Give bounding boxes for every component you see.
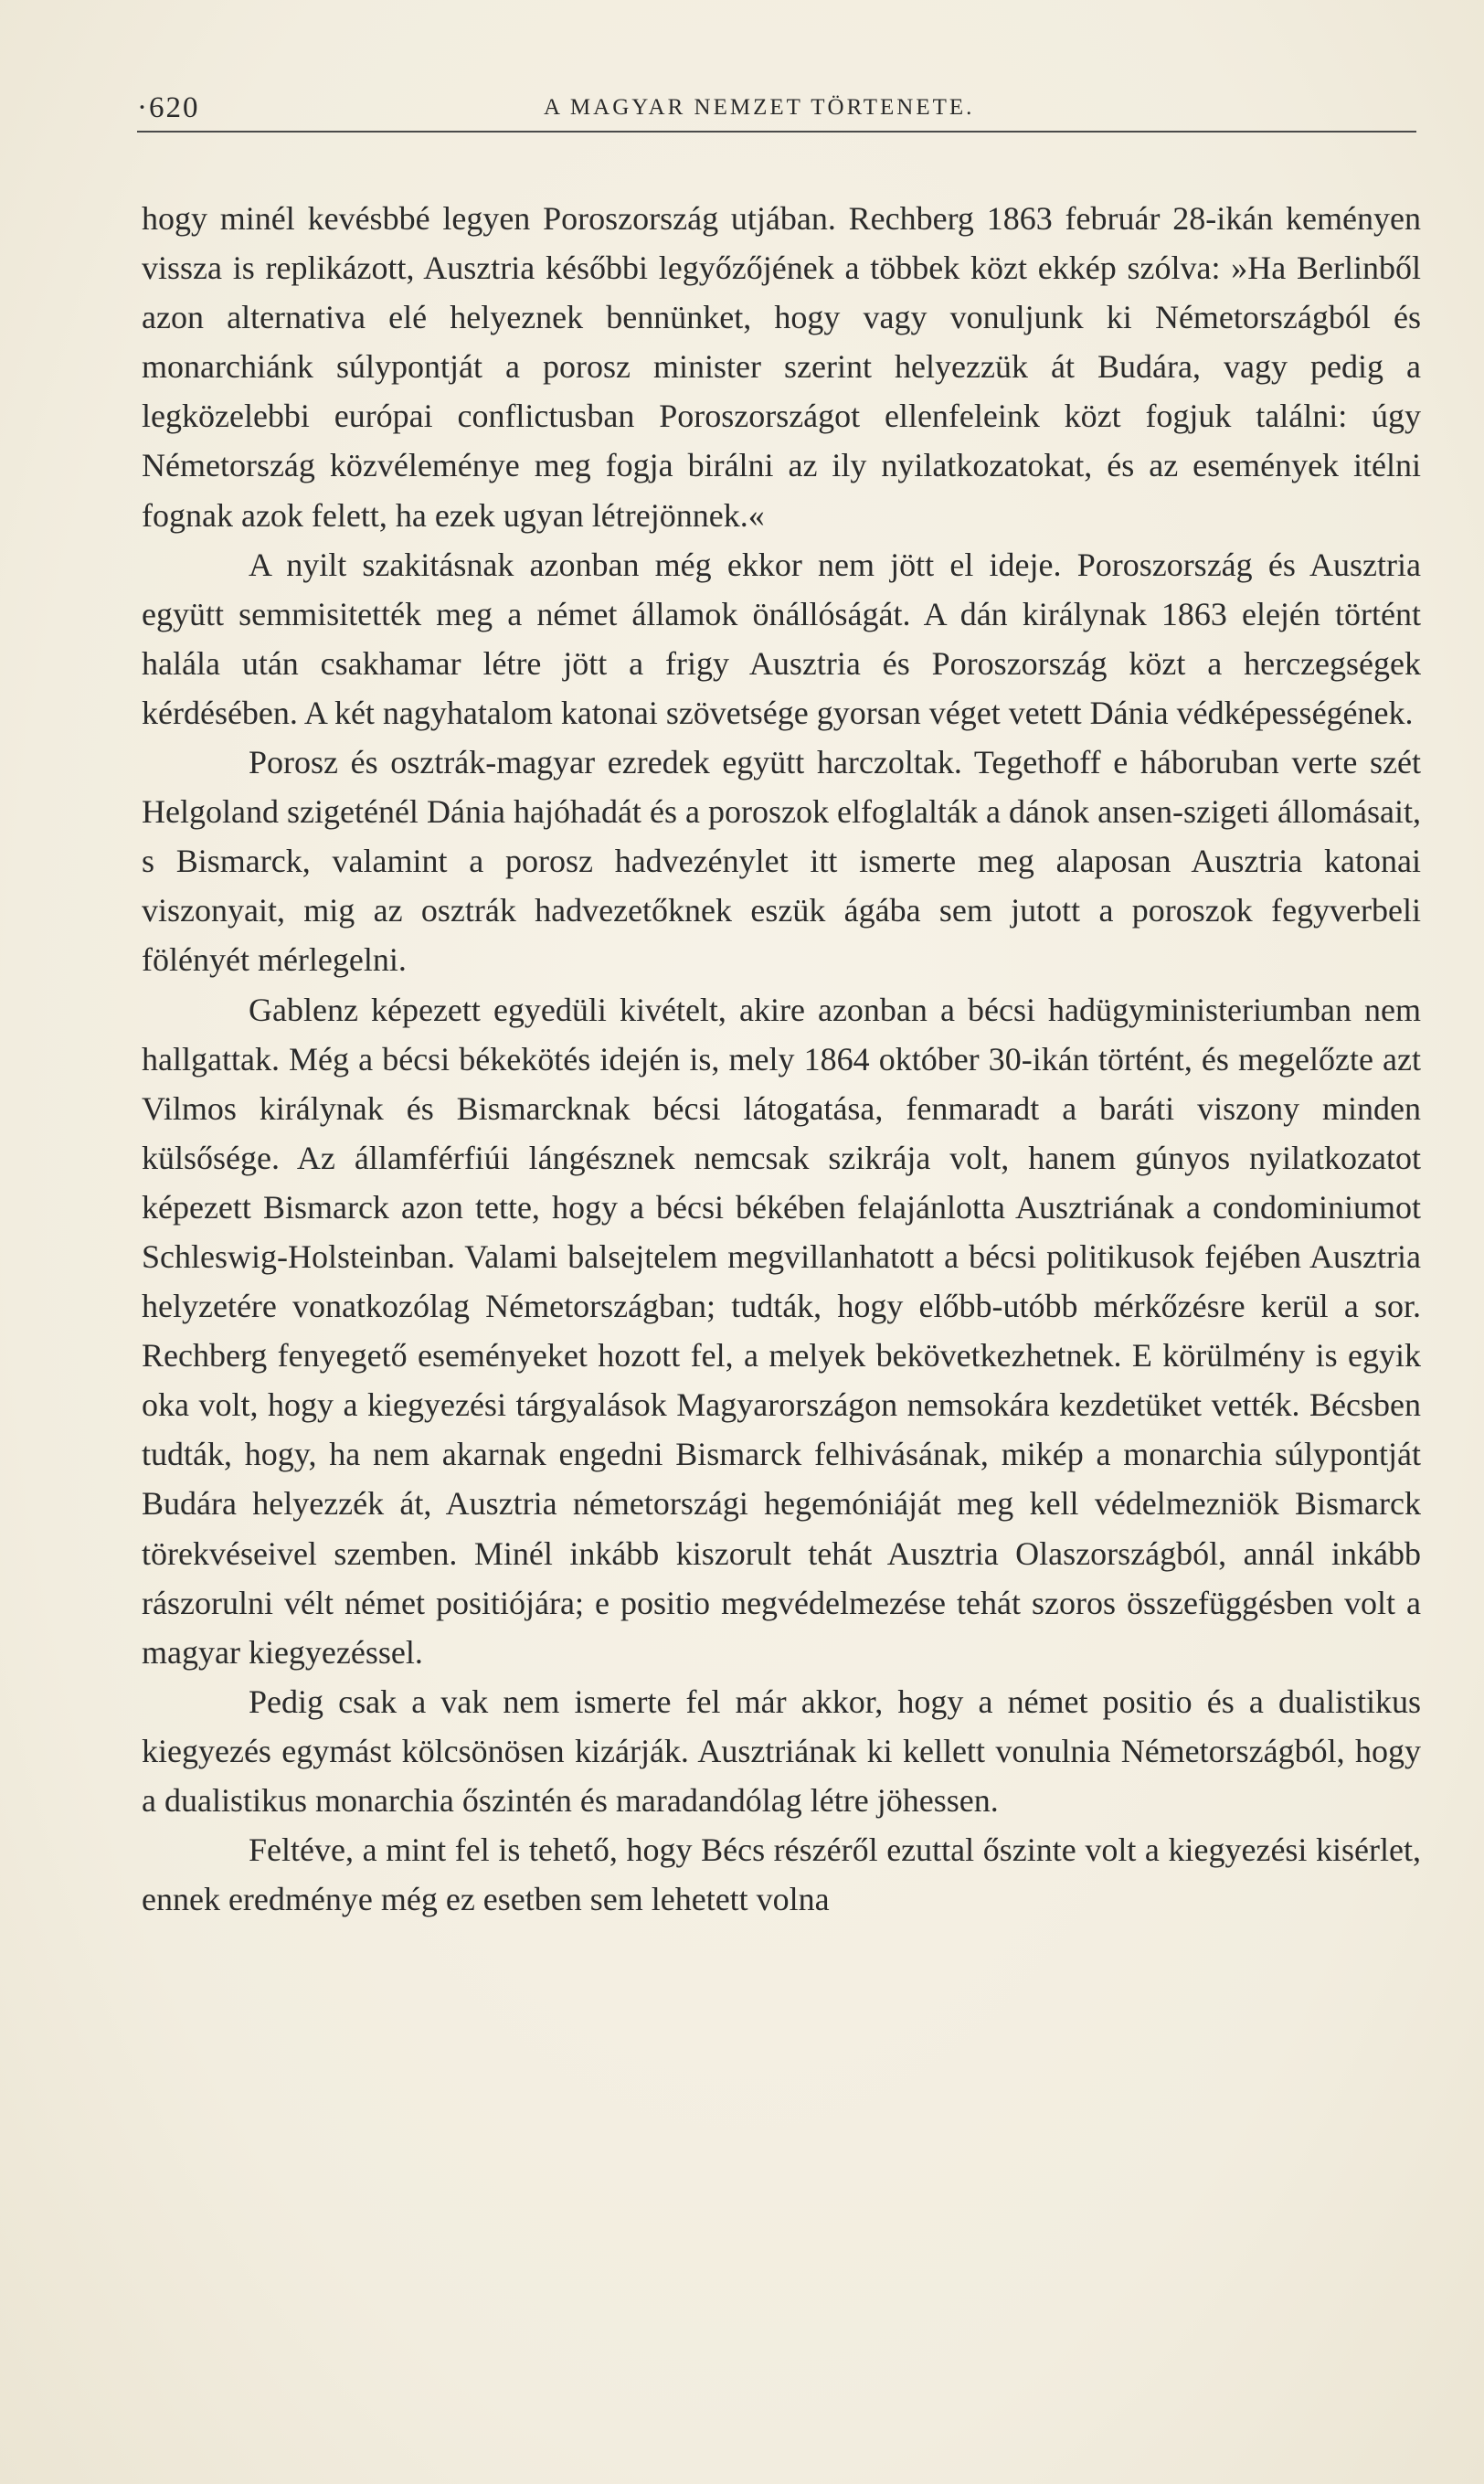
paragraph-2: A nyilt szakitásnak azonban még ekkor nem jött el ideje. Poroszország és Ausztria együtt semmisitették meg a német államok önállóságát. A dán királynak 1863 elején történt halála után csakhamar létre jött a frigy Ausztria és Poroszország közt a herczegségek kérdésében. A két nagyhatalom katonai szövetsége gyorsan véget vetett Dánia védképességének. <box>142 546 1421 731</box>
paragraph-5: Pedig csak a vak nem ismerte fel már akkor, hogy a német positio és a dualistikus kiegyezés egymást kölcsönösen kizárják. Ausztriának ki kellett vonulnia Németországból, hogy a dualistikus monarchia őszintén és maradandólag létre jöhessen. <box>142 1683 1421 1819</box>
header-rule <box>137 131 1416 133</box>
running-title: A MAGYAR NEMZET TÖRTENETE. <box>544 95 975 120</box>
body-text <box>142 194 1421 1924</box>
paragraph-3: Porosz és osztrák-magyar ezredek együtt harczoltak. Tegethoff e háboruban verte szét Helgoland szigeténél Dánia hajóhadát és a poroszok elfoglalták a dánok ansen-szigeti állomásait, s Bismarck, valamint a porosz hadvezénylet itt ismerte meg alaposan Ausztria katonai viszonyait, mig az osztrák hadvezetőknek eszük ágába sem jutott a poroszok fegyverbeli fölényét mérlegelni. <box>142 744 1421 979</box>
paragraph-6: Feltéve, a mint fel is tehető, hogy Bécs részéről ezuttal őszinte volt a kiegyezési kisérlet, ennek eredménye még ez esetben sem lehetett volna <box>142 1831 1421 1918</box>
paragraph-1: hogy minél kevésbbé legyen Poroszország utjában. Rechberg 1863 február 28-ikán keményen vissza is replikázott, Ausztria későbbi legyőzőjének a többek közt ekkép szólva: »Ha Berlinből azon alternativa elé helyeznek bennünket, hogy vagy vonuljunk ki Németországból és monarchiánk súlypontját a porosz minister szerint helyezzük át Budára, vagy pedig a legközelebbi európai conflictusban Poroszországot ellenfeleink közt fogjuk találni: úgy Németország közvéleménye meg fogja birálni az ily nyilatkozatokat, és az események itélni fognak azok felett, ha ezek ugyan létrejönnek.« <box>142 200 1421 534</box>
paragraph-4: Gablenz képezett egyedüli kivételt, akire azonban a bécsi hadügyministeriumban nem hallgattak. Még a bécsi békekötés idején is, mely 1864 október 30-ikán történt, és megelőzte azt Vilmos királynak és Bismarcknak bécsi látogatása, fenmaradt a baráti viszony minden külsősége. Az államférfiúi lángésznek nemcsak szikrája volt, hanem gúnyos nyilatkozatot képezett Bismarck azon tette, hogy a bécsi békében felajánlotta Ausztriának a condominiumot Schleswig-Holsteinban. Valami balsejtelem megvillanhatott a bécsi politikusok fejében Ausztria helyzetére vonatkozólag Németországban; tudták, hogy előbb-utóbb mérkőzésre kerül a sor. Rechberg fenyegető eseményeket hozott fel, a melyek bekövetkezhetnek. E körülmény is egyik oka volt, hogy a kiegyezési tárgyalások Magyarországon nemsokára kezdetüket vették. Bécsben tudták, hogy, ha nem akarnak engedni Bismarck felhivásának, mikép a monarchia súlypontját Budára helyezzék át, Ausztria németországi hegemóniáját meg kell védelmezniök Bismarck törekvéseivel szemben. Minél inkább kiszorult tehát Ausztria Olaszországból, annál inkább rászorulni vélt német positiójára; e positio megvédelmezése tehát szoros összefüggésben volt a magyar kiegyezéssel. <box>142 991 1421 1671</box>
page-number: ·620 <box>137 91 200 124</box>
